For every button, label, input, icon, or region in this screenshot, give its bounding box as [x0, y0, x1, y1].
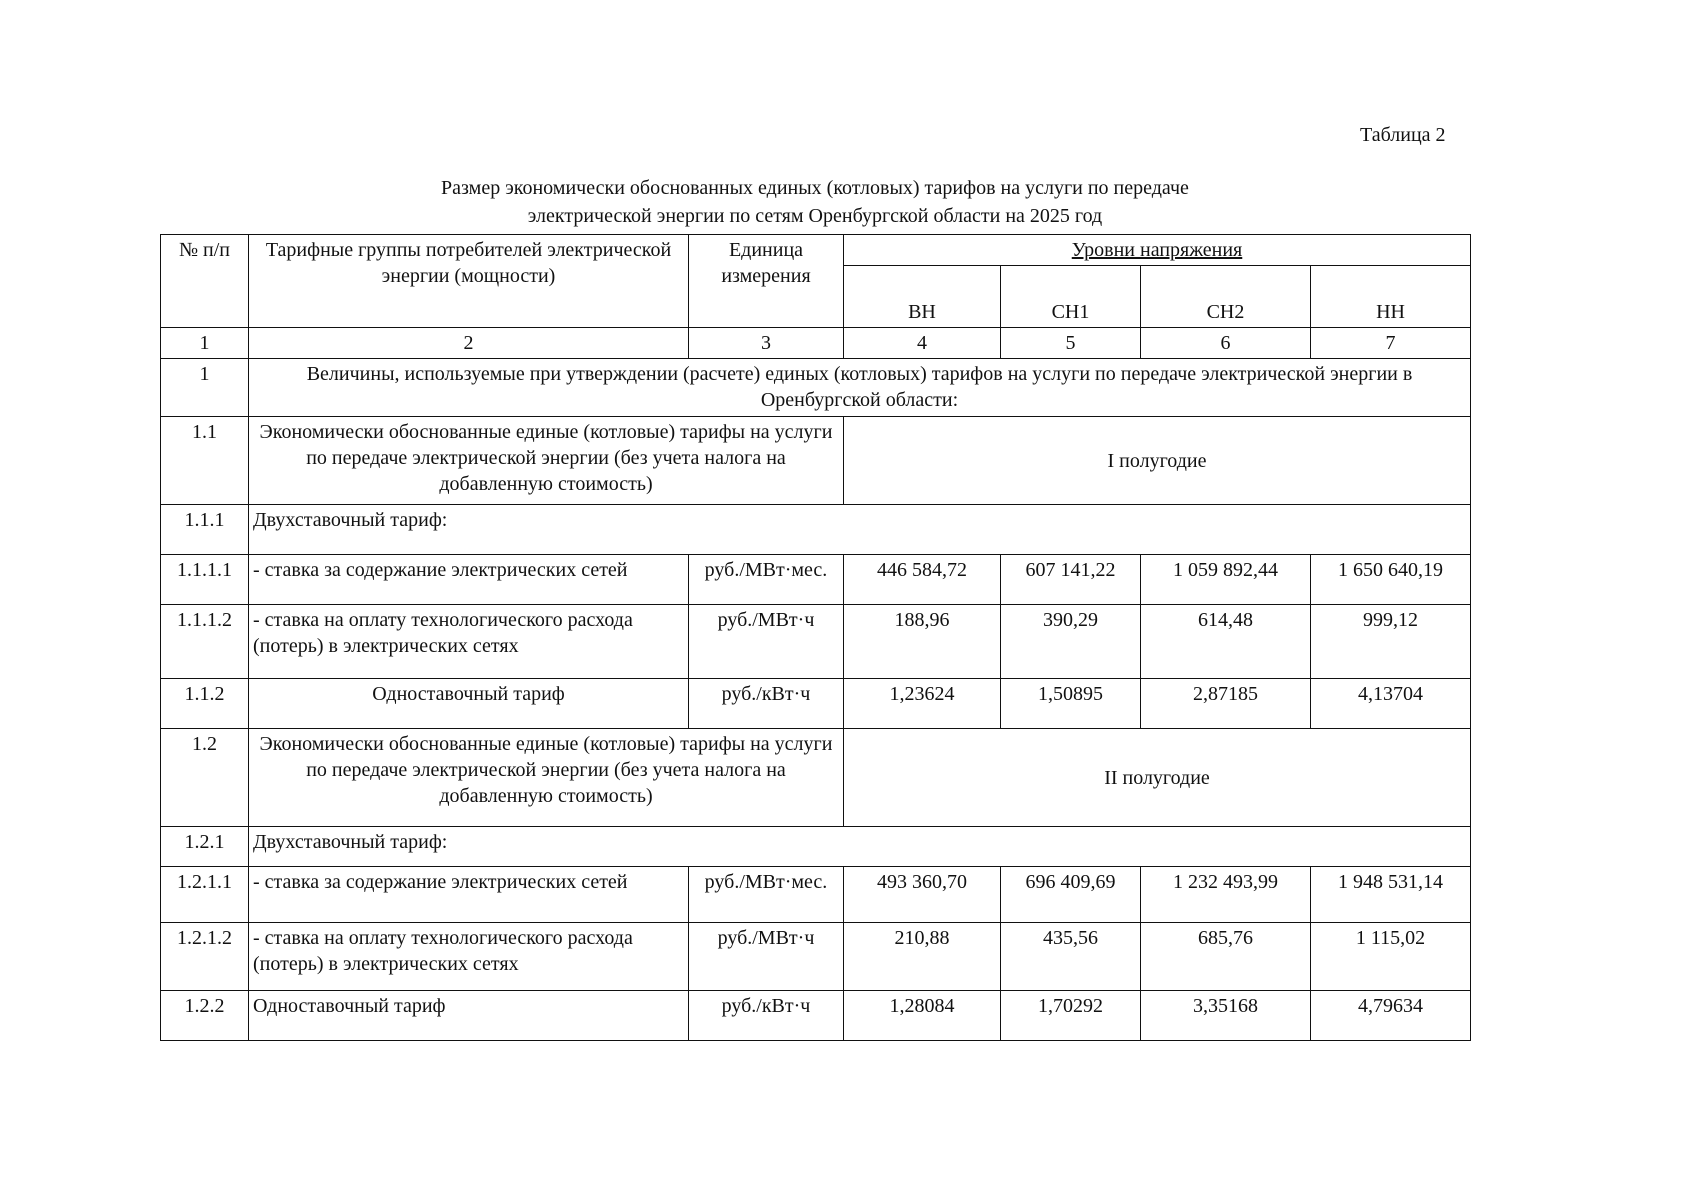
- header-row-1: [161, 235, 1471, 266]
- table-row: [161, 505, 1471, 555]
- header-nn: НН: [1311, 266, 1471, 328]
- row-number: 1: [161, 359, 249, 417]
- row-unit: руб./МВт·мес.: [689, 867, 844, 923]
- value-sn1: 696 409,69: [1001, 867, 1141, 923]
- tariff-table: [160, 234, 1471, 1041]
- row-description: - ставка за содержание электрических сетей: [249, 555, 689, 605]
- row-description: Двухставочный тариф:: [249, 505, 1471, 555]
- row-number: 1.1: [161, 417, 249, 505]
- row-number: 1.2.1: [161, 827, 249, 867]
- value-sn2: 1 059 892,44: [1141, 555, 1311, 605]
- value-vn: 446 584,72: [844, 555, 1001, 605]
- row-number: 1.1.1.2: [161, 605, 249, 679]
- period-label: II полугодие: [844, 729, 1471, 827]
- header-tariff-group: Тарифные группы потребителей электрической энергии (мощности): [249, 235, 689, 328]
- value-nn: 4,79634: [1311, 991, 1471, 1041]
- row-description: - ставка за содержание электрических сетей: [249, 867, 689, 923]
- row-description: Одноставочный тариф: [249, 679, 689, 729]
- col-number: 7: [1311, 328, 1471, 359]
- header-sn2: СН2: [1141, 266, 1311, 328]
- row-unit: руб./кВт·ч: [689, 679, 844, 729]
- table-row: [161, 359, 1471, 417]
- table-row: [161, 555, 1471, 605]
- row-unit: руб./МВт·мес.: [689, 555, 844, 605]
- value-nn: 1 650 640,19: [1311, 555, 1471, 605]
- row-description: - ставка на оплату технологического расхода (потерь) в электрических сетях: [249, 923, 689, 991]
- row-number: 1.1.2: [161, 679, 249, 729]
- col-number: 4: [844, 328, 1001, 359]
- row-description: Одноставочный тариф: [249, 991, 689, 1041]
- document-title-line-2: электрической энергии по сетям Оренбургской области на 2025 год: [527, 205, 1103, 227]
- value-vn: 1,23624: [844, 679, 1001, 729]
- row-number: 1.2.1.2: [161, 923, 249, 991]
- table-row: [161, 827, 1471, 867]
- value-sn2: 685,76: [1141, 923, 1311, 991]
- value-sn2: 614,48: [1141, 605, 1311, 679]
- value-nn: 1 948 531,14: [1311, 867, 1471, 923]
- header-sn1: СН1: [1001, 266, 1141, 328]
- table-row: [161, 729, 1471, 827]
- row-description: Экономически обоснованные единые (котловые) тарифы на услуги по передаче электрической энергии (без учета налога на добавленную стоимость): [249, 417, 844, 505]
- row-number: 1.2: [161, 729, 249, 827]
- table-row: [161, 417, 1471, 505]
- row-number: 1.1.1.1: [161, 555, 249, 605]
- row-number: 1.2.2: [161, 991, 249, 1041]
- value-nn: 999,12: [1311, 605, 1471, 679]
- col-number: 1: [161, 328, 249, 359]
- header-unit: Единица измерения: [689, 235, 844, 328]
- row-unit: руб./кВт·ч: [689, 991, 844, 1041]
- value-vn: 493 360,70: [844, 867, 1001, 923]
- table-label: Таблица 2: [1360, 124, 1446, 146]
- value-nn: 4,13704: [1311, 679, 1471, 729]
- col-number: 5: [1001, 328, 1141, 359]
- col-number: 3: [689, 328, 844, 359]
- row-unit: руб./МВт·ч: [689, 923, 844, 991]
- header-voltage-levels: Уровни напряжения: [844, 235, 1471, 266]
- row-description: - ставка на оплату технологического расхода (потерь) в электрических сетях: [249, 605, 689, 679]
- table-row: [161, 679, 1471, 729]
- value-vn: 210,88: [844, 923, 1001, 991]
- period-label: I полугодие: [844, 417, 1471, 505]
- section-heading: Величины, используемые при утверждении (расчете) единых (котловых) тарифов на услуги по передаче электрической энергии в Оренбургской области:: [249, 359, 1471, 417]
- value-sn1: 1,70292: [1001, 991, 1141, 1041]
- table-row: [161, 923, 1471, 991]
- row-number: 1.2.1.1: [161, 867, 249, 923]
- value-vn: 188,96: [844, 605, 1001, 679]
- value-sn1: 607 141,22: [1001, 555, 1141, 605]
- col-number: 2: [249, 328, 689, 359]
- value-sn2: 3,35168: [1141, 991, 1311, 1041]
- value-nn: 1 115,02: [1311, 923, 1471, 991]
- value-vn: 1,28084: [844, 991, 1001, 1041]
- table-row: [161, 991, 1471, 1041]
- row-description: Двухставочный тариф:: [249, 827, 1471, 867]
- document-title-line-1: Размер экономически обоснованных единых (котловых) тарифов на услуги по передаче: [441, 177, 1189, 199]
- row-unit: руб./МВт·ч: [689, 605, 844, 679]
- value-sn2: 1 232 493,99: [1141, 867, 1311, 923]
- table-row: [161, 867, 1471, 923]
- table-row: [161, 605, 1471, 679]
- value-sn1: 435,56: [1001, 923, 1141, 991]
- header-num: № п/п: [161, 235, 249, 328]
- col-number: 6: [1141, 328, 1311, 359]
- value-sn1: 1,50895: [1001, 679, 1141, 729]
- value-sn1: 390,29: [1001, 605, 1141, 679]
- value-sn2: 2,87185: [1141, 679, 1311, 729]
- row-number: 1.1.1: [161, 505, 249, 555]
- row-description: Экономически обоснованные единые (котловые) тарифы на услуги по передаче электрической энергии (без учета налога на добавленную стоимость): [249, 729, 844, 827]
- header-vn: ВН: [844, 266, 1001, 328]
- column-number-row: [161, 328, 1471, 359]
